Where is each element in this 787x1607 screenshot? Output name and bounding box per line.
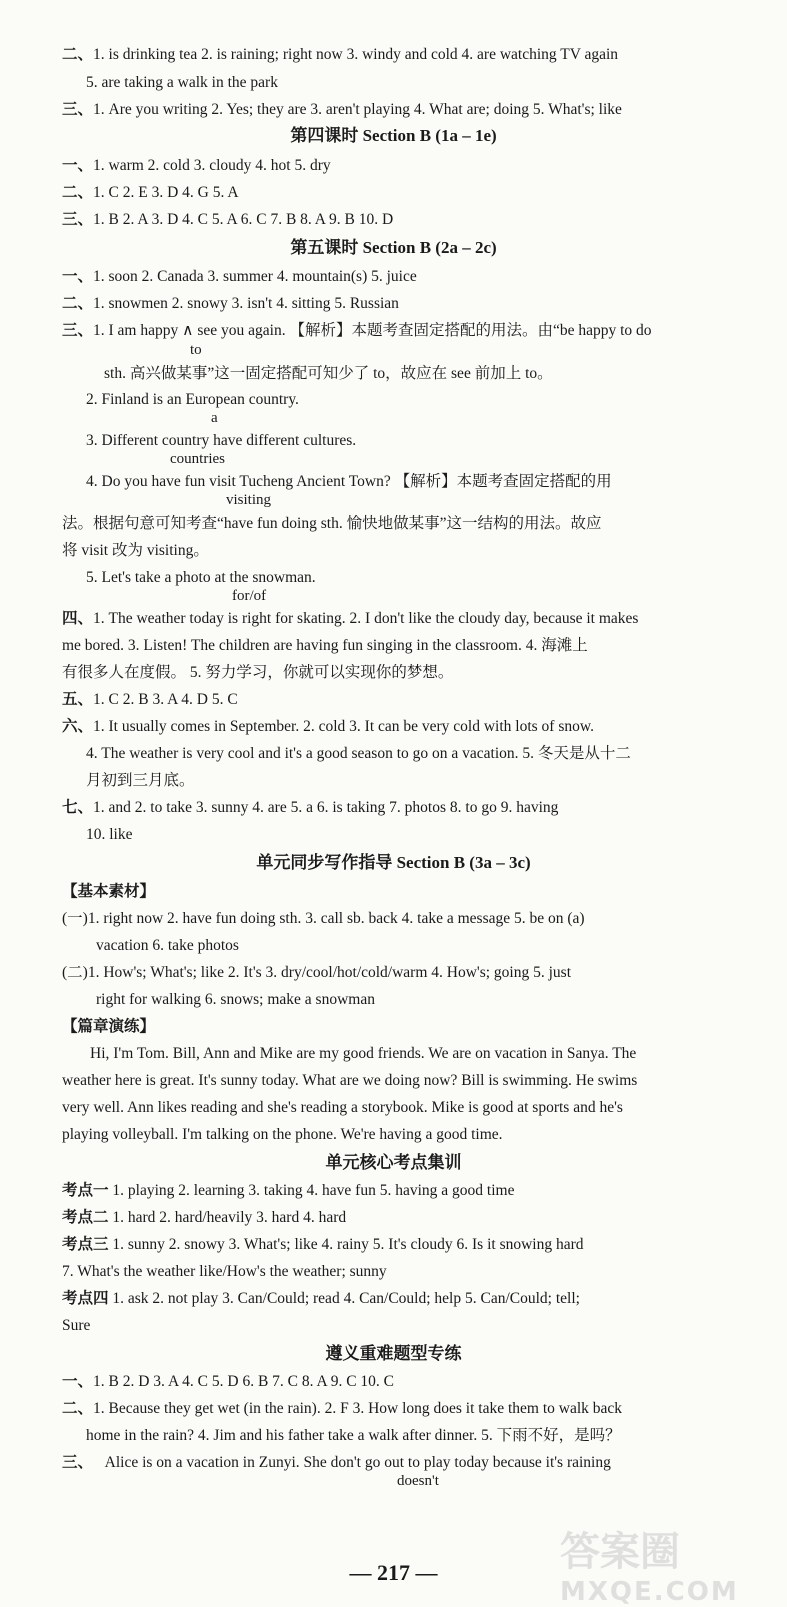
answer-text: 1. B 2. A 3. D 4. C 5. A 6. C 7. B 8. A 9. B 10. D [93,211,394,228]
answer-line [62,609,638,629]
section-heading: 第五课时 Section B (2a – 2c) [290,238,497,257]
answer-line: vacation 6. take photos [96,937,239,954]
answer-line: sth. 高兴做某事”这一固定搭配可知少了 to，故应在 see 前加上 to。 [104,365,553,382]
answer-line [62,45,618,65]
answer-text: 1. is drinking tea 2. is raining; right now 3. windy and cold 4. are watching TV again [93,46,619,63]
answer-text: 1. C 2. E 3. D 4. G 5. A [93,184,239,201]
item-label: 一、 [62,157,94,174]
answer-line [62,963,571,983]
item-label: 二、 [62,184,94,201]
answer-line: 将 visit 改为 visiting。 [62,542,209,559]
correction-word: to [190,342,202,358]
answer-line: 2. Finland is an European country. [86,391,299,408]
answer-line [62,321,652,341]
item-label: 三、 [62,211,94,228]
answer-text: 1. It usually comes in September. 2. cold 3. It can be very cold with lots of snow. [93,718,594,735]
answer-line [62,1289,580,1309]
answer-line: me bored. 3. Listen! The children are having fun singing in the classroom. 4. 海滩上 [62,637,588,654]
answer-line: 4. The weather is very cool and it's a good season to go on a vacation. 5. 冬天是从十二 [86,745,631,762]
answer-line: 5. Let's take a photo at the snowman. [86,569,316,586]
answer-text: 1. Are you writing 2. Yes; they are 3. aren't playing 4. What are; doing 5. What's; like [93,101,622,118]
item-label: 考点一 [62,1182,109,1199]
answer-line [62,690,238,710]
paragraph-line: very well. Ann likes reading and she's reading a storybook. Mike is good at sports and he's [62,1099,623,1116]
paragraph-line: weather here is great. It's sunny today. What are we doing now? Bill is swimming. He swims [62,1072,638,1089]
answer-line [62,267,417,287]
item-label: 三、 [62,101,94,118]
answer-line: 法。根据句意可知考查“have fun doing sth. 愉快地做某事”这一结构的用法。故应 [62,515,602,532]
paragraph-line: playing volleyball. I'm talking on the phone. We're having a good time. [62,1126,503,1143]
item-label: 考点四 [62,1290,109,1307]
page-number: — 217 — [349,1560,438,1585]
answer-line: right for walking 6. snows; make a snowman [96,991,375,1008]
watermark-bottom: MXQE.COM [560,1577,739,1607]
correction-word: countries [170,451,225,467]
answer-line: Sure [62,1317,91,1334]
subheading: 【基本素材】 [62,883,156,900]
answer-text: 1. Because they get wet (in the rain). 2. F 3. How long does it take them to walk back [93,1400,623,1417]
item-label: (一) [62,910,88,927]
item-label: 七、 [62,799,94,816]
item-label: 一、 [62,1373,94,1390]
answer-line: 有很多人在度假。 5. 努力学习，你就可以实现你的梦想。 [62,664,454,681]
item-label: 六、 [62,718,94,735]
correction-word: for/of [232,588,267,604]
answer-text: 1. How's; What's; like 2. It's 3. dry/cool/hot/cold/warm 4. How's; going 5. just [87,964,571,981]
answer-line [62,1208,346,1228]
section-heading: 单元同步写作指导 Section B (3a – 3c) [256,853,531,872]
item-label: (二) [62,964,88,981]
item-label: 二、 [62,46,94,63]
watermark-top: 答案圈 [560,1529,680,1575]
answer-line: 3. Different country have different cultures. [86,432,357,449]
answer-line: 5. are taking a walk in the park [86,74,278,91]
answer-line [62,156,331,176]
answer-line: 10. like [86,826,133,843]
item-label: 三、 [62,322,94,339]
answer-text: 1. I am happy ∧ see you again. 【解析】本题考查固定搭配的用法。由“be happy to do [93,322,652,339]
answer-text: 1. ask 2. not play 3. Can/Could; read 4. Can/Could; help 5. Can/Could; tell; [112,1290,580,1307]
answer-line [62,294,399,314]
answer-text: 1. and 2. to take 3. sunny 4. are 5. a 6. is taking 7. photos 8. to go 9. having [93,799,559,816]
item-label: 四、 [62,610,94,627]
answer-line: 7. What's the weather like/How's the weather; sunny [62,1263,387,1280]
answer-line [62,717,594,737]
item-label: 五、 [62,691,94,708]
answer-text: 1. sunny 2. snowy 3. What's; like 4. rainy 5. It's cloudy 6. Is it snowing hard [112,1236,584,1253]
answer-text: 1. soon 2. Canada 3. summer 4. mountain(s) 5. juice [93,268,417,285]
answer-text: 1. right now 2. have fun doing sth. 3. call sb. back 4. take a message 5. be on (a) [87,910,585,927]
section-heading: 第四课时 Section B (1a – 1e) [290,126,497,145]
correction-word: doesn't [397,1473,439,1489]
answer-line [62,1372,394,1392]
answer-text: Alice is on a vacation in Zunyi. She don't go out to play today because it's raining [104,1454,611,1471]
correction-word: a [211,410,218,426]
answer-line [62,100,622,120]
answer-line [62,1181,514,1201]
answer-text: 1. playing 2. learning 3. taking 4. have fun 5. having a good time [112,1182,515,1199]
section-heading: 单元核心考点集训 [325,1153,462,1172]
answer-line [62,798,558,818]
subheading: 【篇章演练】 [62,1018,156,1035]
answer-line [62,1235,584,1255]
answer-text: 1. The weather today is right for skating. 2. I don't like the cloudy day, because it makes [93,610,639,627]
item-label: 二、 [62,1400,94,1417]
answer-line [62,909,585,929]
section-heading: 遵义重难题型专练 [325,1344,462,1363]
item-label: 三、 [62,1454,94,1471]
answer-text: 1. C 2. B 3. A 4. D 5. C [93,691,238,708]
answer-text: 1. hard 2. hard/heavily 3. hard 4. hard [112,1209,347,1226]
answer-text: 1. warm 2. cold 3. cloudy 4. hot 5. dry [93,157,331,174]
answer-line: 4. Do you have fun visit Tucheng Ancient Town? 【解析】本题考查固定搭配的用 [86,473,612,490]
answer-text: 1. snowmen 2. snowy 3. isn't 4. sitting 5. Russian [93,295,399,312]
answer-line [62,1399,622,1419]
answer-line [62,183,239,203]
answer-line [62,1453,611,1473]
item-label: 一、 [62,268,94,285]
paragraph-line: Hi, I'm Tom. Bill, Ann and Mike are my good friends. We are on vacation in Sanya. The [90,1045,637,1062]
answer-text: 1. B 2. D 3. A 4. C 5. D 6. B 7. C 8. A 9. C 10. C [93,1373,395,1390]
answer-line: 月初到三月底。 [86,772,195,789]
answer-line: home in the rain? 4. Jim and his father take a walk after dinner. 5. 下雨不好，是吗？ [86,1427,621,1444]
answer-line [62,210,393,230]
item-label: 考点二 [62,1209,109,1226]
watermark-logo [560,1520,780,1607]
item-label: 考点三 [62,1236,109,1253]
correction-word: visiting [226,492,272,508]
item-label: 二、 [62,295,94,312]
